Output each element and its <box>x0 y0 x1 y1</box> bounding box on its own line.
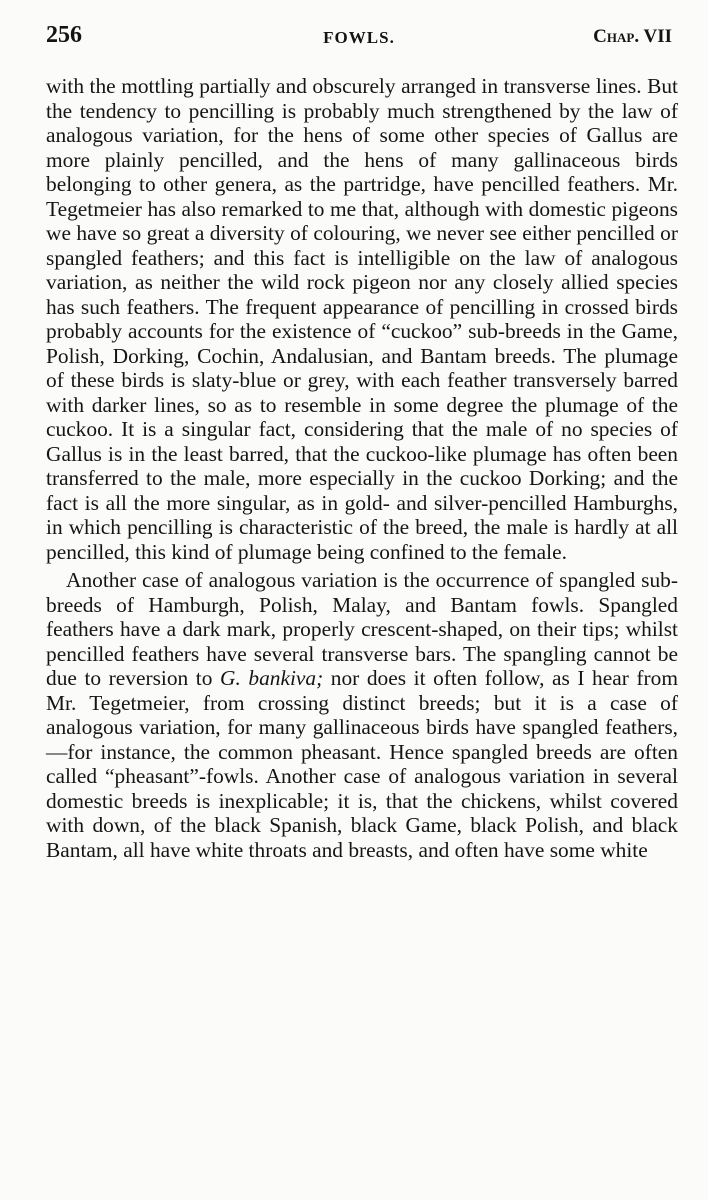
paragraph <box>46 568 678 862</box>
page-number: 256 <box>46 22 82 48</box>
paragraph-text: nor does it often follow, as I hear from Mr. Tegetmeier, from crossing distinct breeds; but it is a case of analogous variation, for many gallinaceous birds have spangled feathers,—for instance, the common pheasant. Hence spangled breeds are often called “pheasant”-fowls. Another case of analogous variation in several domestic breeds is inexplicable; it is, that the chickens, whilst covered with down, of the black Spanish, black Game, black Polish, and black Bantam, all have white throats and breasts, and often have some white <box>46 666 679 862</box>
species-name-italic: G. bankiva; <box>220 666 324 690</box>
paragraph: with the mottling partially and obscurely arranged in transverse lines. But the tendency to pencilling is probably much strengthened by the law of analogous variation, for the hens of some other species of Gallus are more plainly pencilled, and the hens of many gallinaceous birds belonging to other genera, as the partridge, have pencilled feathers. Mr. Tegetmeier has also remarked to me that, although with domestic pigeons we have so great a diversity of colouring, we never see either pencilled or spangled feathers; and this fact is intelligible on the law of analogous variation, as neither the wild rock pigeon nor any closely allied species has such feathers. The frequent appearance of pencilling in crossed birds probably accounts for the existence of “cuckoo” sub-breeds in the Game, Polish, Dorking, Cochin, Andalusian, and Bantam breeds. The plumage of these birds is slaty-blue or grey, with each feather transversely barred with darker lines, so as to resemble in some degree the plumage of the cuckoo. It is a singular fact, considering that the male of no species of Gallus is in the least barred, that the cuckoo-like plumage has often been transferred to the male, more especially in the cuckoo Dorking; and the fact is all the more singular, as in gold- and silver-pencilled Hamburghs, in which pencilling is characteristic of the breed, the male is hardly at all pencilled, this kind of plumage being confined to the female. <box>46 74 678 564</box>
paragraph-text: Another case of analogous variation is the occurrence of spangled sub-breeds of Hamburgh, Polish, Malay, and Bantam fowls. Spangled feathers have a dark mark, properly crescent-shaped, on their tips; whilst pencilled feathers have several transverse bars. The spangling cannot be due to reversion to <box>46 568 678 690</box>
body-text <box>46 74 678 866</box>
page-header <box>46 22 672 56</box>
running-head: FOWLS. <box>323 28 395 47</box>
chapter-label: Chap. VII <box>593 26 672 47</box>
